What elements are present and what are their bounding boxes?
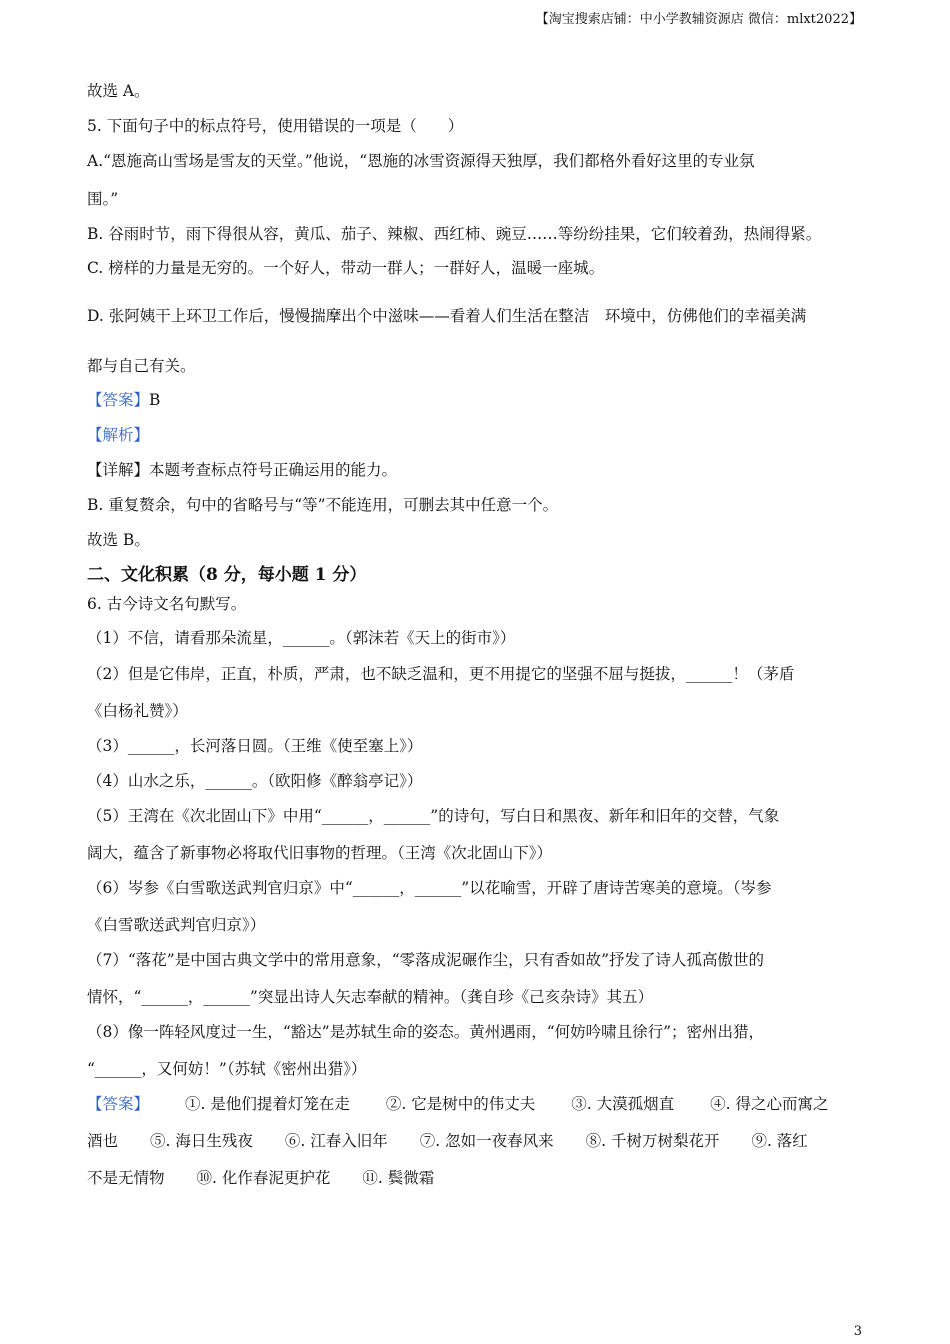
section-title: 二、文化积累（8 分，每小题 1 分）	[87, 565, 367, 585]
q6-answer-line2	[87, 1130, 808, 1152]
answer-item: ④. 得之心而寓之	[710, 1095, 829, 1113]
q6-item: （8）像一阵轻风度过一生，“豁达”是苏轼生命的姿态。黄州遇雨，“何妨吟啸且徐行”；密州出猎，	[87, 1023, 765, 1041]
q6-item: （4）山水之乐，______。（欧阳修《醉翁亭记》）	[87, 772, 423, 790]
q5-option-d-line1: D. 张阿姨干上环卫工作后，慢慢揣摩出个中滋味——看着人们生活在整洁 环境中，仿佛他们的幸福美满	[87, 307, 807, 325]
q6-answer-line1	[87, 1093, 828, 1115]
q6-item: 《白雪歌送武判官归京》）	[87, 916, 266, 934]
answer-tag: 【答案】	[87, 391, 150, 409]
page-number: 3	[853, 1324, 862, 1339]
answer-item: ⑤. 海日生残夜	[150, 1132, 253, 1150]
q6-item: 《白杨礼赞》）	[87, 702, 188, 720]
q6-item: （6）岑参《白雪歌送武判官归京》中“______，______”以花喻雪，开辟了唐诗苦寒美的意境。（岑参	[87, 879, 772, 897]
answer-item: 不是无情物	[87, 1169, 165, 1187]
q5-analysis-tag: 【解析】	[87, 426, 150, 444]
prev-conclusion: 故选 A。	[87, 82, 150, 100]
answer-item: 酒也	[87, 1132, 119, 1150]
q5-stem: 5. 下面句子中的标点符号，使用错误的一项是（ ）	[87, 117, 464, 135]
answer-item: ⑧. 千树万树梨花开	[585, 1132, 720, 1150]
answer-item: ③. 大漠孤烟直	[571, 1095, 675, 1113]
q6-item: 情怀，“______，______”突显出诗人矢志奉献的精神。（龚自珍《己亥杂诗》其五）	[87, 988, 654, 1006]
q6-item: 阔大，蕴含了新事物必将取代旧事物的哲理。（王湾《次北固山下》）	[87, 844, 553, 862]
q5-answer	[87, 389, 160, 411]
q5-option-b: B. 谷雨时节，雨下得很从容，黄瓜、茄子、辣椒、西红柿、豌豆……等纷纷挂果，它们较着劲，热闹得紧。	[87, 225, 822, 243]
q6-stem: 6. 古今诗文名句默写。	[87, 595, 247, 613]
q6-item: （5）王湾在《次北固山下》中用“______，______”的诗句，写白日和黑夜、新年和旧年的交替，气象	[87, 807, 780, 825]
q6-item: “______，又何妨！”（苏轼《密州出猎》）	[87, 1060, 367, 1078]
answer-value: B	[149, 391, 161, 409]
q6-item: （7）“落花”是中国古典文学中的常用意象，“零落成泥碾作尘，只有香如故”抒发了诗人孤高傲世的	[87, 951, 765, 969]
answer-item: ⑪. 鬓微霜	[362, 1169, 435, 1187]
q5-option-a-line2: 围。”	[87, 190, 119, 208]
q6-item: （1）不信，请看那朵流星，______。（郭沫若《天上的街市》）	[87, 629, 516, 647]
answer-item: ②. 它是树中的伟丈夫	[385, 1095, 536, 1113]
q5-option-c: C. 榜样的力量是无穷的。一个好人，带动一群人；一群好人，温暖一座城。	[87, 259, 605, 277]
q6-item: （2）但是它伟岸，正直，朴质，严肃，也不缺乏温和，更不用提它的坚强不屈与挺拔，______！（茅盾	[87, 665, 795, 683]
q5-conclusion: 故选 B。	[87, 531, 150, 549]
answer-tag: 【答案】	[87, 1095, 150, 1113]
answer-item: ⑨. 落红	[751, 1132, 808, 1150]
q5-option-a-line1: A.“恩施高山雪场是雪友的天堂。”他说，“恩施的冰雪资源得天独厚，我们都格外看好这里的专业氛	[87, 152, 755, 170]
q5-option-d-line2: 都与自己有关。	[87, 357, 196, 375]
q6-answer-line3	[87, 1167, 434, 1189]
answer-item: ⑦. 忽如一夜春风来	[419, 1132, 554, 1150]
page-header: 【淘宝搜索店铺：中小学教辅资源店 微信：mlxt2022】	[535, 12, 862, 27]
q6-item: （3）______，长河落日圆。（王维《使至塞上》）	[87, 737, 423, 755]
q5-detail: 【详解】本题考查标点符号正确运用的能力。	[87, 461, 398, 479]
q5-explanation: B. 重复赘余，句中的省略号与“等”不能连用，可删去其中任意一个。	[87, 496, 559, 514]
answer-item: ⑥. 江春入旧年	[284, 1132, 388, 1150]
answer-item: ①. 是他们提着灯笼在走	[185, 1095, 350, 1113]
answer-item: ⑩. 化作春泥更护花	[196, 1169, 331, 1187]
